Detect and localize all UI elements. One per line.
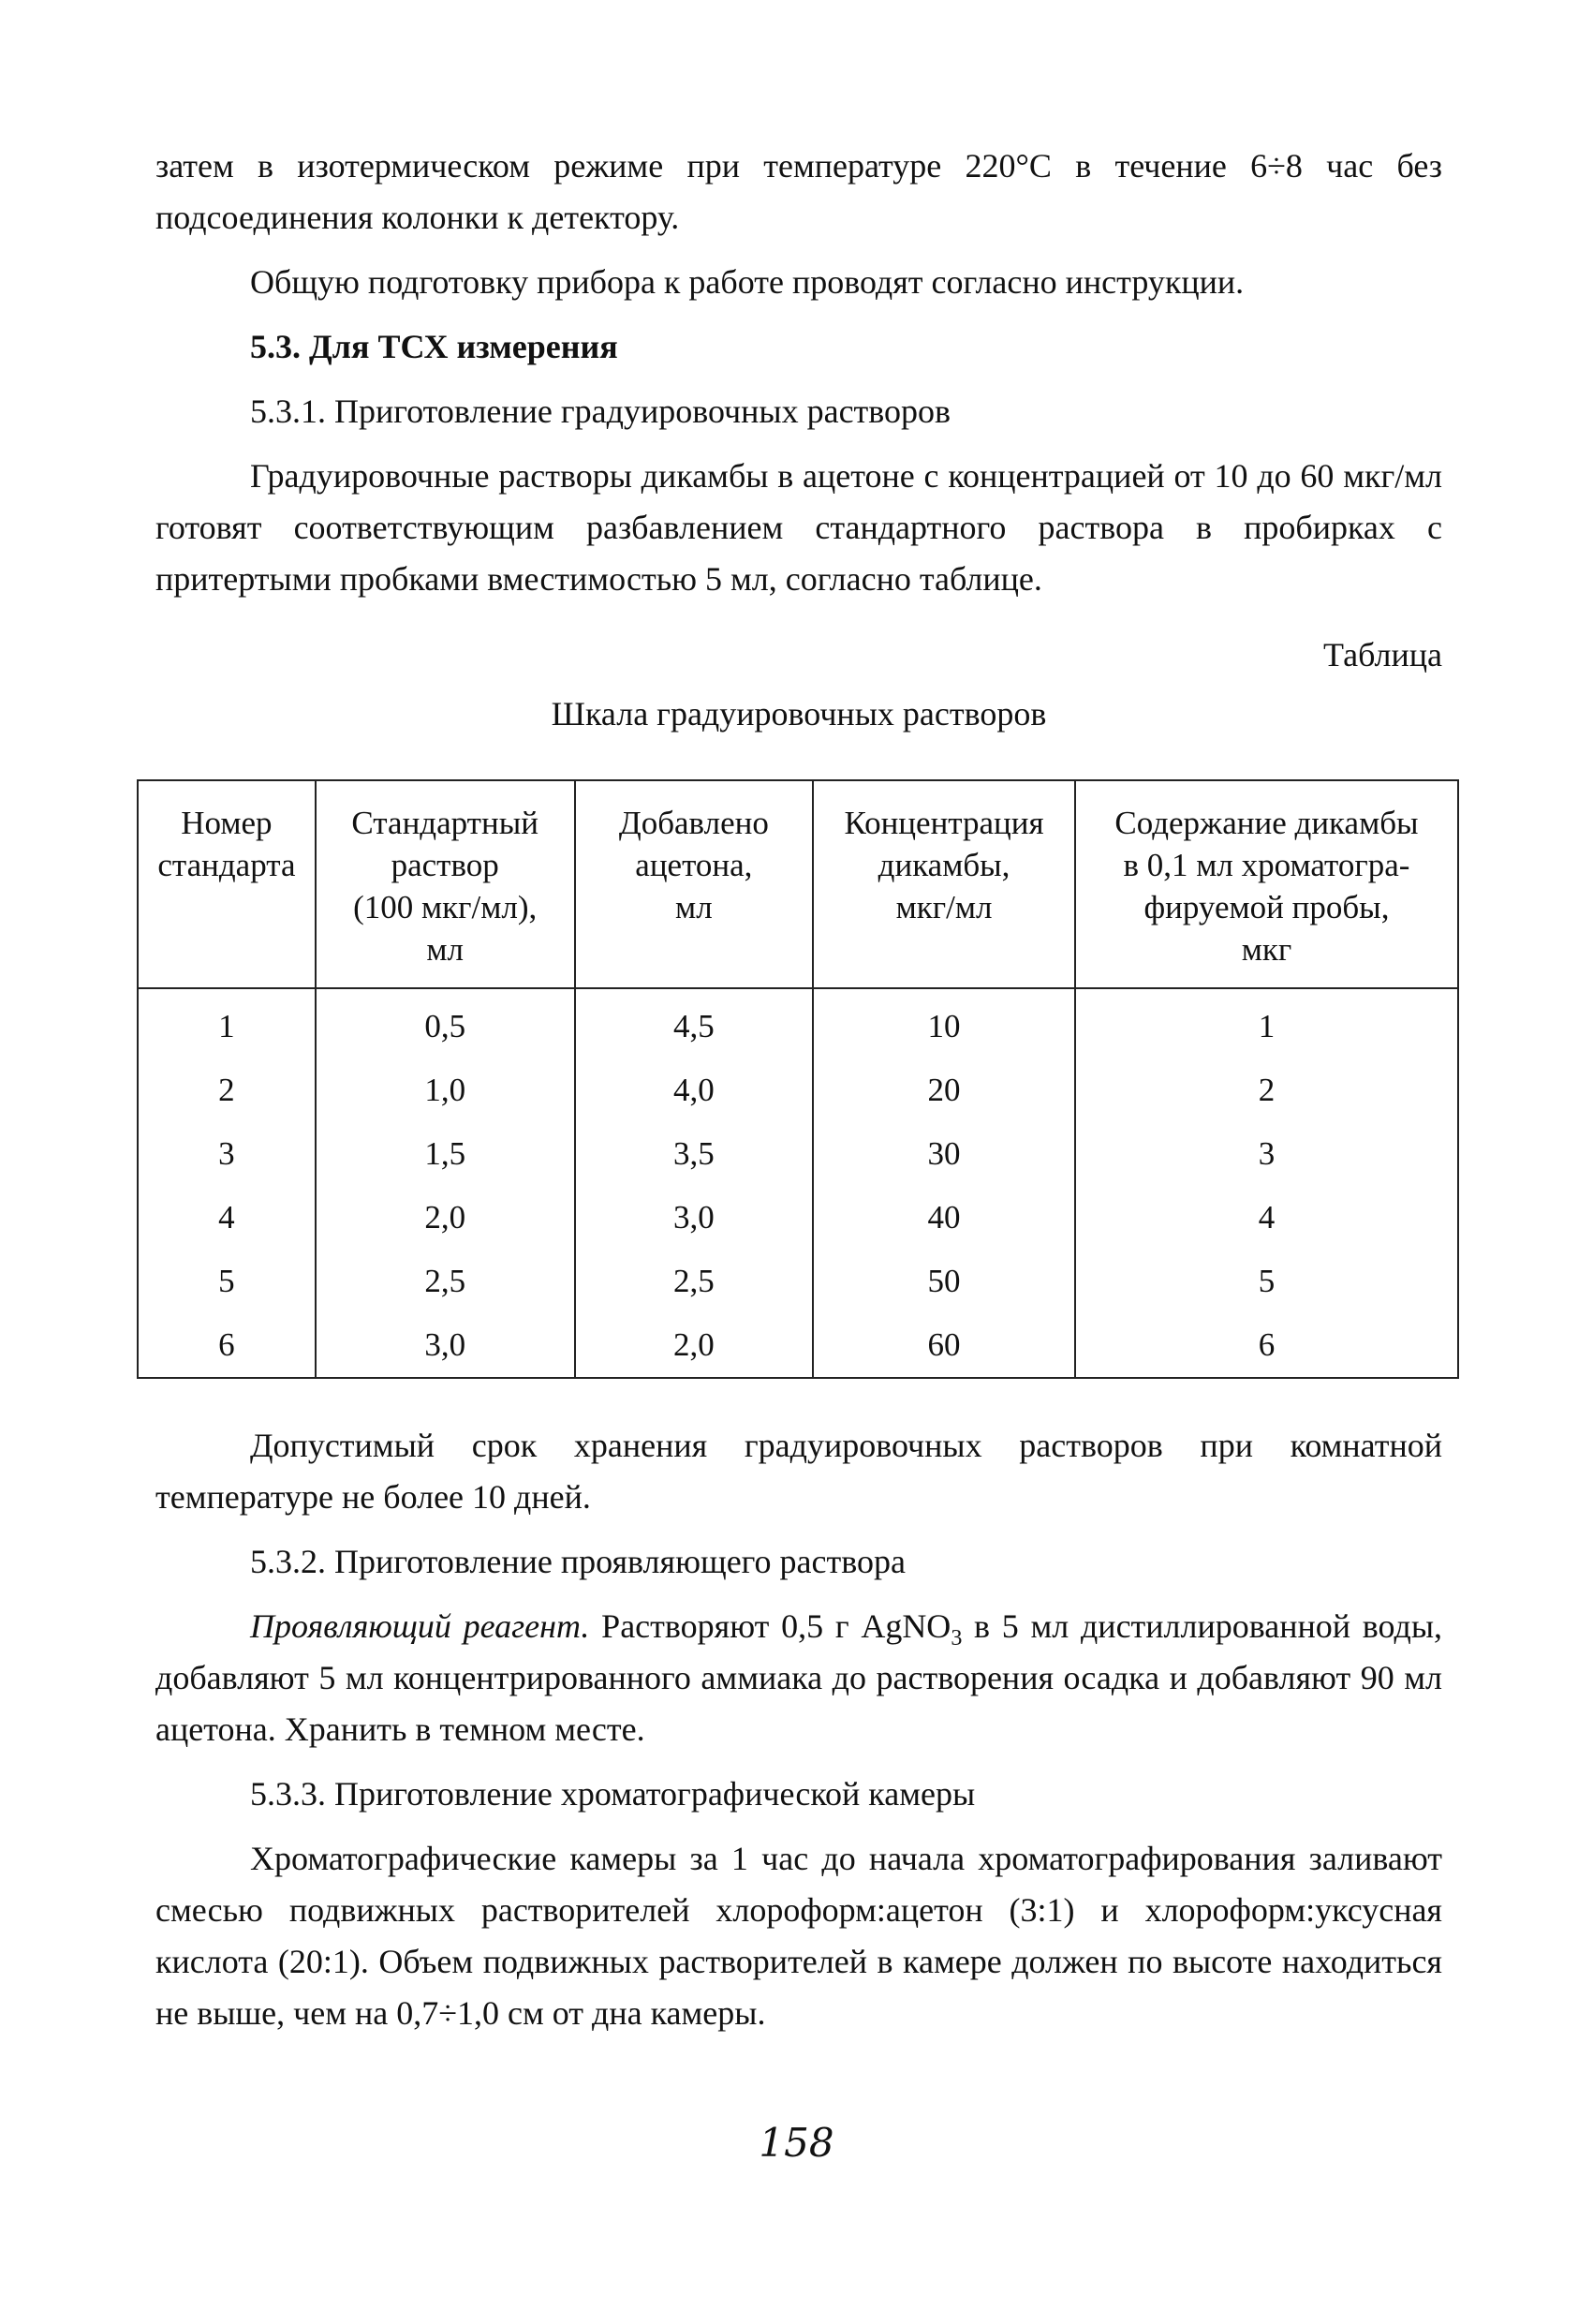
subsection-heading-5-3-1: 5.3.1. Приготовление градуировочных растворов — [250, 392, 951, 430]
header-line: мл — [675, 889, 713, 925]
reagent-subscript: 3 — [951, 1626, 963, 1651]
table-cell: 6 — [138, 1313, 316, 1378]
subsection-heading-5-3-2: 5.3.2. Приготовление проявляющего раствора — [250, 1543, 906, 1580]
header-line: Стандартный — [351, 805, 538, 841]
table-cell: 2,5 — [575, 1250, 814, 1313]
header-line: мл — [426, 931, 464, 968]
table-cell: 6 — [1075, 1313, 1458, 1378]
header-line: в 0,1 мл хроматогра- — [1123, 847, 1410, 883]
paragraph-storage: Допустимый срок хранения градуировочных растворов при комнатной температуре не более 10 дней. — [155, 1427, 1442, 1516]
table-cell: 2 — [138, 1058, 316, 1122]
table-cell: 1 — [138, 988, 316, 1058]
header-line: дикамбы, — [878, 847, 1010, 883]
header-cell — [138, 780, 316, 988]
table-cell: 3,0 — [575, 1186, 814, 1250]
table-row — [138, 1250, 1458, 1313]
header-line: мкг — [1241, 931, 1292, 968]
reagent-term: Проявляющий реагент. — [250, 1607, 590, 1645]
header-line: Концентрация — [844, 805, 1044, 841]
table-cell: 2 — [1075, 1058, 1458, 1122]
paragraph-chamber: Хроматографические камеры за 1 час до начала хроматографирования заливают смесью подвижных растворителей хлороформ:ацетон (3:1) и хлороформ:уксусная кислота (20:1). Объем подвижных растворителей в камере должен по высоте находиться не выше, чем на 0,7÷1,0 см от дна камеры. — [155, 1840, 1442, 2032]
table-cell: 2,5 — [316, 1250, 575, 1313]
header-line: (100 мкг/мл), — [353, 889, 538, 925]
header-cell — [1075, 780, 1458, 988]
table-cell: 3 — [1075, 1122, 1458, 1186]
header-line: Содержание дикамбы — [1114, 805, 1419, 841]
table-row — [138, 1313, 1458, 1378]
table-cell: 4 — [138, 1186, 316, 1250]
reagent-text-a: Растворяют 0,5 г AgNO — [589, 1607, 951, 1645]
paragraph-preparation: Общую подготовку прибора к работе проводят согласно инструкции. — [250, 263, 1245, 301]
table-cell: 3,0 — [316, 1313, 575, 1378]
section-heading-5-3: 5.3. Для ТСХ измерения — [250, 328, 618, 365]
table-cell: 4,0 — [575, 1058, 814, 1122]
table-cell: 1,0 — [316, 1058, 575, 1122]
table-cell: 1 — [1075, 988, 1458, 1058]
table-cell: 30 — [813, 1122, 1075, 1186]
table-cell: 5 — [138, 1250, 316, 1313]
table-cell: 4 — [1075, 1186, 1458, 1250]
paragraph-calibration: Градуировочные растворы дикамбы в ацетоне с концентрацией от 10 до 60 мкг/мл готовят соответствующим разбавлением стандартного раствора в пробирках с притертыми пробками вместимостью 5 мл, согласно таблице. — [155, 457, 1442, 598]
header-cell — [316, 780, 575, 988]
calibration-table — [137, 779, 1459, 1379]
header-cell — [575, 780, 814, 988]
header-line: мкг/мл — [895, 889, 993, 925]
table-row — [138, 1122, 1458, 1186]
header-line: ацетона, — [635, 847, 753, 883]
reagent-text-b: в 5 мл дистиллированной воды, добавляют 5 мл концентрированного аммиака до растворения осадка и добавляют 90 мл ацетона. Хранить в темном месте. — [155, 1607, 1442, 1748]
table-cell: 50 — [813, 1250, 1075, 1313]
table-cell: 2,0 — [575, 1313, 814, 1378]
table-cell: 20 — [813, 1058, 1075, 1122]
table-cell: 40 — [813, 1186, 1075, 1250]
table-row — [138, 1186, 1458, 1250]
subsection-heading-5-3-3: 5.3.3. Приготовление хроматографической камеры — [250, 1775, 976, 1813]
header-cell — [813, 780, 1075, 988]
header-line: Номер — [181, 805, 273, 841]
table-title: Шкала градуировочных растворов — [551, 695, 1047, 733]
header-line: стандарта — [157, 847, 296, 883]
header-line: раствор — [391, 847, 499, 883]
table-header-row — [138, 780, 1458, 988]
table-cell: 1,5 — [316, 1122, 575, 1186]
table-cell: 2,0 — [316, 1186, 575, 1250]
table-label: Таблица — [1323, 636, 1442, 674]
header-line: фируемой пробы, — [1143, 889, 1390, 925]
document-page — [155, 141, 1442, 2039]
table-cell: 0,5 — [316, 988, 575, 1058]
header-line: Добавлено — [618, 805, 769, 841]
table-row — [138, 1058, 1458, 1122]
table-cell: 3,5 — [575, 1122, 814, 1186]
paragraph-intro: затем в изотермическом режиме при температуре 220°С в течение 6÷8 час без подсоединения колонки к детектору. — [155, 147, 1442, 236]
paragraph-reagent — [155, 1601, 1442, 1755]
table-cell: 3 — [138, 1122, 316, 1186]
page-number: 158 — [759, 2120, 834, 2166]
table-cell: 60 — [813, 1313, 1075, 1378]
table-row — [138, 988, 1458, 1058]
table-cell: 4,5 — [575, 988, 814, 1058]
table-cell: 10 — [813, 988, 1075, 1058]
table-cell: 5 — [1075, 1250, 1458, 1313]
